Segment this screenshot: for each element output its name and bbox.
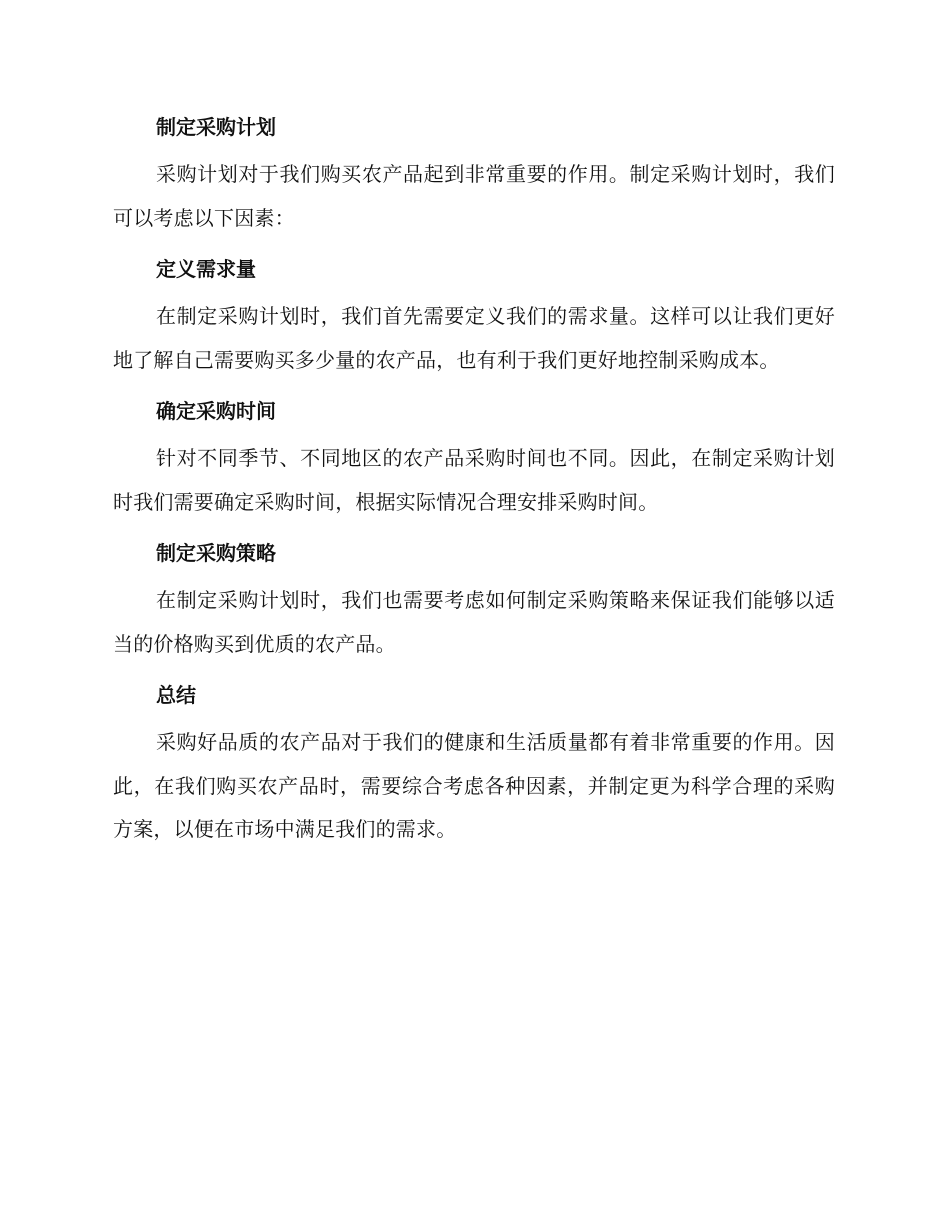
section-paragraph: 采购好品质的农产品对于我们的健康和生活质量都有着非常重要的作用。因此，在我们购买农产品时，需要综合考虑各种因素，并制定更为科学合理的采购方案，以便在市场中满足我们的需求。 [113,730,835,841]
section-paragraph: 针对不同季节、不同地区的农产品采购时间也不同。因此，在制定采购计划时我们需要确定采购时间，根据实际情况合理安排采购时间。 [113,446,835,514]
section-paragraph: 在制定采购计划时，我们首先需要定义我们的需求量。这样可以让我们更好地了解自己需要购买多少量的农产品，也有利于我们更好地控制采购成本。 [113,304,835,372]
section-purchase-time [113,390,835,524]
section-heading: 制定采购策略 [156,541,276,565]
section-define-demand [113,248,835,382]
document-page [113,106,835,860]
section-purchase-strategy [113,532,835,666]
section-paragraph: 在制定采购计划时，我们也需要考虑如何制定采购策略来保证我们能够以适当的价格购买到优质的农产品。 [113,588,835,656]
section-purchase-plan [113,106,835,240]
section-summary [113,674,835,852]
section-paragraph: 采购计划对于我们购买农产品起到非常重要的作用。制定采购计划时，我们可以考虑以下因素： [113,162,835,230]
section-heading: 总结 [156,683,196,707]
section-heading: 确定采购时间 [156,399,276,423]
section-heading: 制定采购计划 [156,115,276,139]
section-heading: 定义需求量 [156,257,256,281]
